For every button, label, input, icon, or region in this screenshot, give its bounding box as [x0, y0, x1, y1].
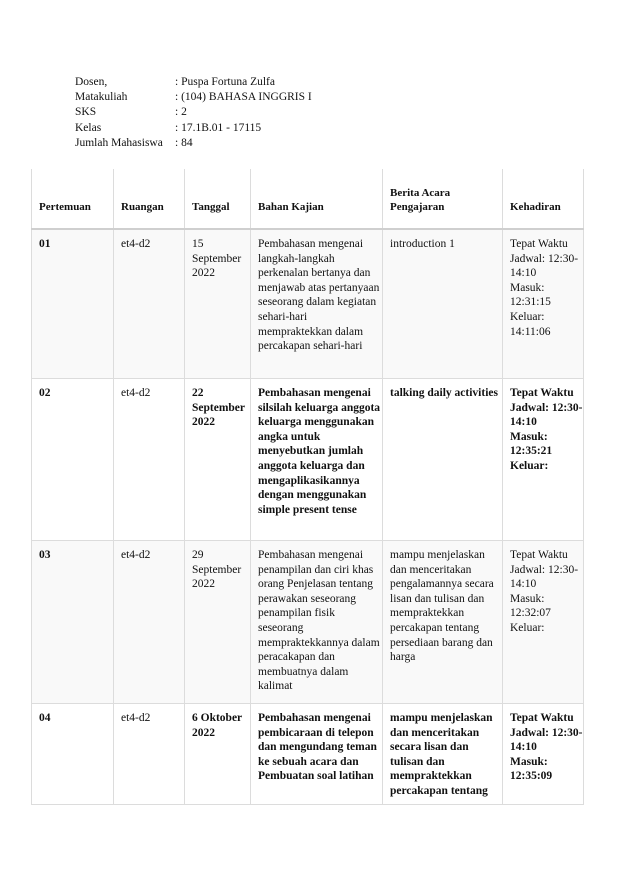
kehadiran-keluar: Keluar: 14:11:06 — [510, 310, 551, 338]
info-row-dosen — [75, 75, 312, 90]
cell-ruangan: et4-d2 — [114, 541, 185, 704]
kehadiran-masuk: Masuk: 12:35:09 — [510, 755, 553, 783]
kehadiran-jadwal: Jadwal: 12:30-14:10 — [510, 401, 583, 429]
table-row — [32, 229, 584, 379]
info-label: Dosen, — [75, 76, 108, 88]
col-header-bahan-kajian: Bahan Kajian — [251, 169, 383, 229]
kehadiran-keluar: Keluar: — [510, 621, 545, 634]
info-value: : (104) BAHASA INGGRIS I — [175, 91, 312, 104]
cell-tanggal: 29 September 2022 — [185, 541, 251, 704]
info-row-sks — [75, 105, 312, 120]
cell-berita-acara: mampu menjelaskan dan menceritakan secara lisan dan tulisan dan mempraktekkan percakapan tentang — [383, 704, 503, 805]
kehadiran-status: Tepat Waktu — [510, 712, 574, 724]
kehadiran-jadwal: Jadwal: 12:30-14:10 — [510, 252, 579, 280]
cell-kehadiran — [503, 541, 584, 704]
kehadiran-masuk: Masuk: 12:32:07 — [510, 592, 551, 620]
kehadiran-status: Tepat Waktu — [510, 238, 568, 250]
cell-bahan-kajian: Pembahasan mengenai langkah-langkah perkenalan bertanya dan menjawab atas pertanyaan seseorang dalam kegiatan sehari-hari mempraktekkan dalam percakapan sehari-hari — [251, 229, 383, 379]
attendance-table — [31, 169, 584, 805]
col-header-kehadiran: Kehadiran — [503, 169, 584, 229]
table-row — [32, 541, 584, 704]
col-header-pertemuan: Pertemuan — [32, 169, 114, 229]
cell-berita-acara: mampu menjelaskan dan menceritakan pengalamannya secara lisan dan tulisan dan mempraktekkan percakapan tentang persediaan barang dan harga — [383, 541, 503, 704]
cell-ruangan: et4-d2 — [114, 379, 185, 541]
cell-pertemuan: 03 — [32, 541, 114, 704]
cell-ruangan: et4-d2 — [114, 229, 185, 379]
cell-tanggal: 6 Oktober 2022 — [185, 704, 251, 805]
table-row — [32, 704, 584, 805]
cell-berita-acara: talking daily activities — [383, 379, 503, 541]
cell-kehadiran — [503, 229, 584, 379]
kehadiran-masuk: Masuk: 12:31:15 — [510, 281, 551, 309]
cell-tanggal: 15 September 2022 — [185, 229, 251, 379]
info-row-jumlah-mahasiswa — [75, 136, 312, 151]
col-header-tanggal: Tanggal — [185, 169, 251, 229]
info-value: : Puspa Fortuna Zulfa — [175, 76, 275, 88]
kehadiran-status: Tepat Waktu — [510, 387, 574, 399]
info-row-kelas — [75, 121, 312, 136]
info-value: : 17.1B.01 - 17115 — [175, 121, 262, 134]
info-label: SKS — [75, 106, 97, 119]
kehadiran-status: Tepat Waktu — [510, 549, 568, 561]
cell-pertemuan: 04 — [32, 704, 114, 805]
col-header-ruangan: Ruangan — [114, 169, 185, 229]
cell-tanggal: 22 September 2022 — [185, 379, 251, 541]
info-label: Jumlah Mahasiswa — [75, 136, 163, 149]
info-label: Kelas — [75, 121, 102, 134]
table-row — [32, 379, 584, 541]
kehadiran-jadwal: Jadwal: 12:30-14:10 — [510, 726, 583, 754]
info-label: Matakuliah — [75, 91, 128, 104]
cell-pertemuan: 01 — [32, 229, 114, 379]
kehadiran-jadwal: Jadwal: 12:30-14:10 — [510, 563, 579, 591]
kehadiran-keluar: Keluar: — [510, 459, 549, 472]
col-header-berita-acara: Berita Acara Pengajaran — [383, 169, 503, 229]
cell-bahan-kajian: Pembahasan mengenai penampilan dan ciri khas orang Penjelasan tentang perawakan seseorang penampilan fisik seseorang mempraktekkannya dalam peracakapan dan membuatnya dalam kalimat — [251, 541, 383, 704]
cell-ruangan: et4-d2 — [114, 704, 185, 805]
kehadiran-masuk: Masuk: 12:35:21 — [510, 430, 553, 458]
info-value: : 84 — [175, 136, 193, 149]
cell-bahan-kajian: Pembahasan mengenai silsilah keluarga anggota keluarga menggunakan angka untuk menyebutkan jumlah anggota keluarga dan mengaplikasikannya dengan menggunakan simple present tense — [251, 379, 383, 541]
info-row-matakuliah — [75, 90, 312, 105]
cell-kehadiran — [503, 379, 584, 541]
cell-pertemuan: 02 — [32, 379, 114, 541]
cell-bahan-kajian: Pembahasan mengenai pembicaraan di telepon dan mengundang teman ke sebuah acara dan Pembuatan soal latihan — [251, 704, 383, 805]
info-value: : 2 — [175, 106, 187, 119]
cell-berita-acara: introduction 1 — [383, 229, 503, 379]
course-info — [75, 75, 312, 151]
table-header-row — [32, 169, 584, 229]
cell-kehadiran — [503, 704, 584, 805]
